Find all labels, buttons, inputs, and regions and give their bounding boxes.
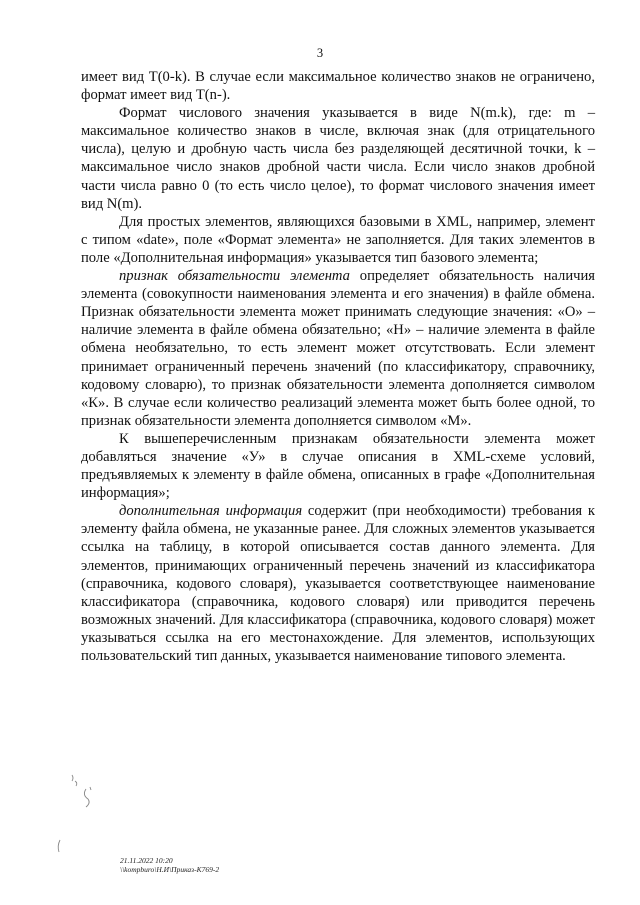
paragraph-6 xyxy=(81,502,595,665)
page-number: 3 xyxy=(316,46,324,60)
paragraph-3 xyxy=(81,213,595,267)
footer-file-path: \\kompburo\Н.И\Приказ-К769-2 xyxy=(120,865,220,874)
paragraph-lead-italic: признак обязательности элемента xyxy=(119,268,350,285)
paragraph-text: содержит (при необходимости) требования к элементу файла обмена, не указанные ранее. Для сложных элементов указывается ссылка на таблицу, в которой описывается состав данного элемента. Для элементов, принимающих ограниченный перечень значений из классификатора (справочника, кодового словаря), указывается соответствующее наименование классификатора (справочника, кодового словаря) или приводится перечень возможных значений. Для классификатора (справочника, кодового словаря) может указываться ссылка на его местонахождение. Для элементов, использующих пользовательский тип данных, указывается наименование типового элемента. xyxy=(81,503,596,664)
paragraph-4 xyxy=(81,267,595,430)
handwritten-mark xyxy=(54,838,66,854)
paragraph-text: определяет обязательность наличия элемента (совокупности наименования элемента и его значения) в файле обмена. Признак обязательности элемента может принимать следующие значения: «О» – наличие элемента в файле обмена обязательно; «Н» – наличие элемента в файле обмена необязательно, то есть элемент может отсутствовать. Если элемент принимает ограниченный перечень значений (по классификатору, справочнику, кодовому словарю), то признак обязательности элемента дополняется символом «К». В случае если количество реализаций элемента может быть более одной, то признак обязательности элемента дополняется символом «М». xyxy=(81,268,595,429)
paragraph-text: имеет вид T(0-k). В случае если максимальное количество знаков не ограничено, формат имеет вид T(n-). xyxy=(81,69,595,104)
paragraph-text: Формат числового значения указывается в виде N(m.k), где: m – максимальное количество знаков в числе, включая знак (для отрицательного числа), целую и дробную часть числа без разделяющей десятичной точки, k – максимальное число знаков дробной части числа. Если число знаков дробной части числа равно 0 (то есть число целое), то формат числового значения имеет вид N(m). xyxy=(81,105,595,212)
paragraph-1 xyxy=(81,68,595,104)
paragraph-text: К вышеперечисленным признакам обязательности элемента может добавляться значение «У» в случае описания в XML-схеме условий, предъявляемых к элементу в файле обмена, описанных в графе «Дополнительная информация»; xyxy=(81,430,595,502)
paragraph-5 xyxy=(81,430,595,502)
paragraph-2 xyxy=(81,104,595,213)
handwritten-mark xyxy=(66,771,96,811)
footer-stamp xyxy=(120,856,219,874)
footer-timestamp: 21.11.2022 10:20 xyxy=(120,856,173,865)
paragraph-lead-italic: дополнительная информация xyxy=(119,503,303,520)
paragraph-text: Для простых элементов, являющихся базовыми в XML, например, элемент с типом «date», поле «Формат элемента» не заполняется. Для таких элементов в поле «Дополнительная информация» указывается тип базового элемента; xyxy=(81,213,595,266)
document-body xyxy=(81,68,595,665)
